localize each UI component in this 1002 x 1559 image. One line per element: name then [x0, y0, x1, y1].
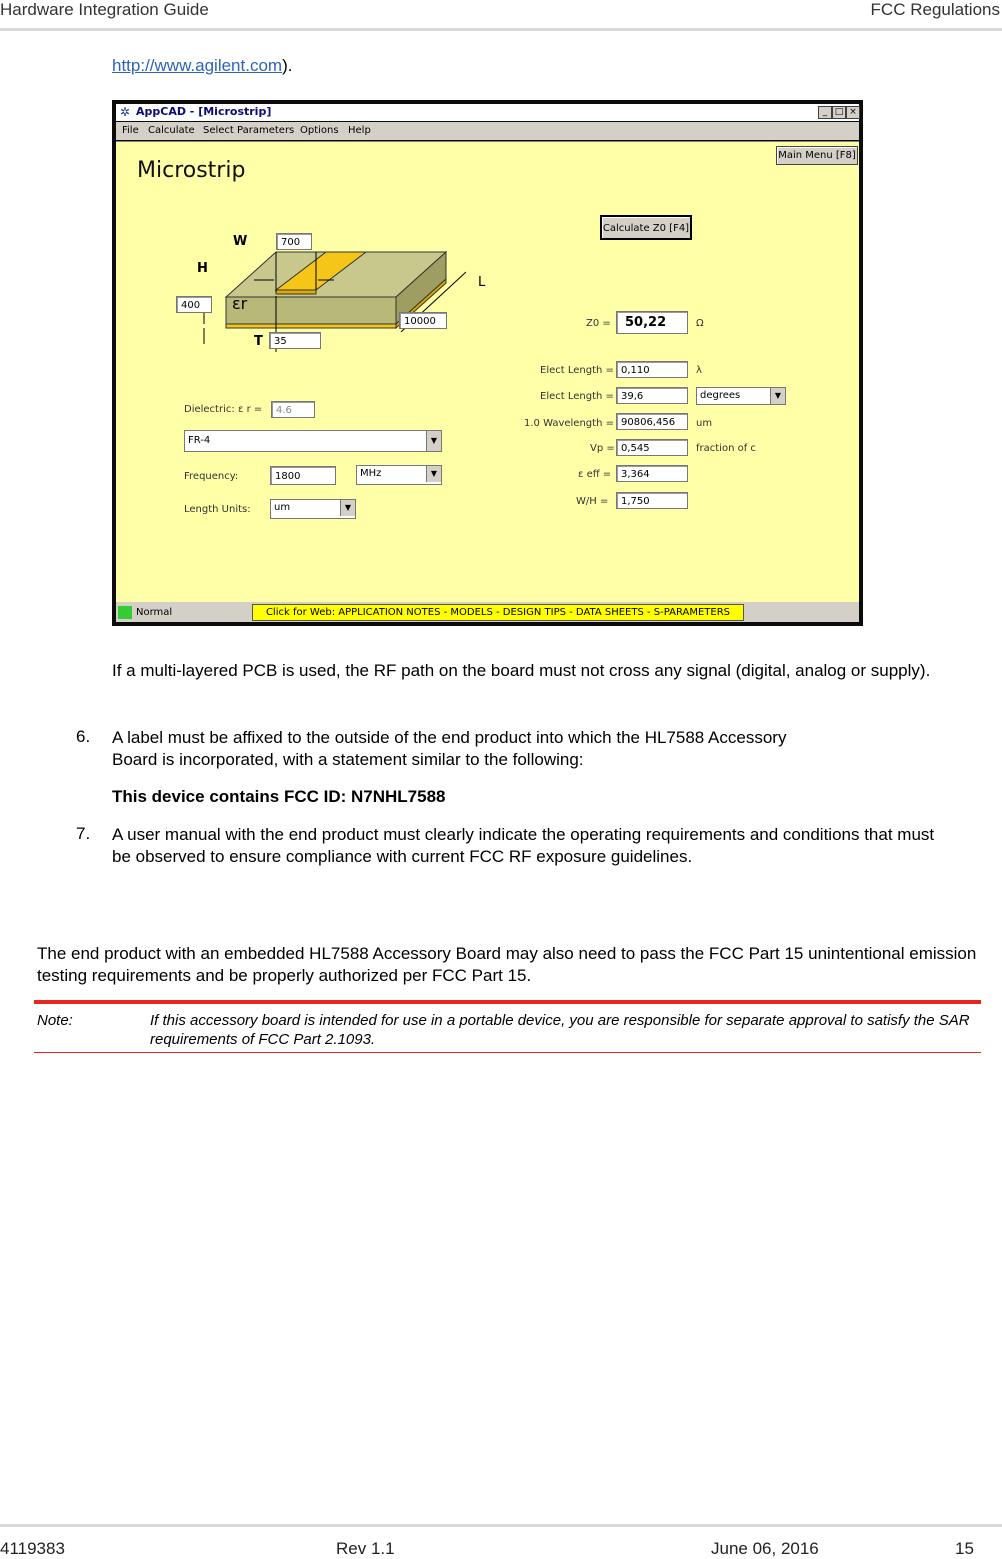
calculate-z0-button[interactable]: Calculate Z0 [F4] [600, 215, 692, 240]
frequency-unit-value: MHz [360, 468, 382, 479]
t-label: T [254, 334, 263, 349]
substrate-front [226, 297, 396, 324]
footer-date: June 06, 2016 [711, 1539, 819, 1558]
appcad-window [112, 100, 863, 626]
main-menu-button[interactable]: Main Menu [F8] [776, 146, 858, 165]
t-input[interactable]: 35 [269, 332, 321, 349]
eeff-label: ε eff = [578, 469, 612, 480]
dielectric-select[interactable] [184, 430, 442, 452]
er-input[interactable]: 4.6 [271, 401, 315, 418]
er-diagram-label: εr [232, 294, 248, 313]
ground-plane [226, 324, 396, 328]
vp-unit: fraction of c [696, 443, 756, 454]
item7-text: A user manual with the end product must clearly indicate the operating requirements and conditions that must be observed to ensure compliance with current FCC RF exposure guidelines. [112, 825, 935, 866]
intro-line [112, 56, 292, 76]
menu-calculate[interactable]: Calculate [148, 125, 195, 136]
note-label: Note: [37, 1012, 73, 1029]
fcc-id-statement: This device contains FCC ID: N7NHL7588 [112, 787, 446, 806]
note-bottom-rule [34, 1052, 981, 1053]
frequency-input[interactable]: 1800 [270, 466, 336, 485]
menu-help[interactable]: Help [348, 125, 371, 136]
link-suffix: ). [282, 56, 293, 75]
wavelength-unit: um [696, 418, 713, 429]
appcad-client-area [116, 141, 859, 602]
chevron-down-icon[interactable]: ▼ [770, 388, 785, 404]
z0-unit: Ω [696, 318, 704, 329]
wh-value: 1,750 [616, 492, 688, 509]
item6-line2: Board is incorporated, with a statement similar to the following: [112, 750, 584, 769]
footer-rule [0, 1524, 1002, 1527]
z0-value: 50,22 [616, 311, 688, 334]
er-field-label: ε r = [238, 404, 263, 415]
minimize-icon[interactable]: _ [818, 106, 832, 119]
l-input[interactable]: 10000 [399, 312, 447, 329]
z0-label: Z0 = [586, 318, 611, 329]
appcad-statusbar [116, 602, 859, 622]
end-product-paragraph: The end product with an embedded HL7588 Accessory Board may also need to pass the FCC Part 15 unintentional emission testing requirements and be properly authorized per FCC Part 15. [37, 944, 977, 985]
length-units-select[interactable] [270, 499, 356, 519]
eeff-value: 3,364 [616, 465, 688, 482]
elect-length-lambda-unit: λ [696, 365, 702, 376]
item6-number: 6. [76, 727, 91, 746]
item7-number: 7. [76, 824, 91, 843]
wavelength-label: 1.0 Wavelength = [524, 418, 614, 429]
chevron-down-icon[interactable]: ▼ [340, 500, 355, 516]
elect-length-deg-label: Elect Length = [540, 391, 614, 402]
elect-length-unit-select[interactable] [696, 387, 786, 405]
web-banner[interactable]: Click for Web: APPLICATION NOTES - MODELS - DESIGN TIPS - DATA SHEETS - S-PARAMETERS [252, 604, 744, 621]
appcad-app-icon: ✲ [120, 105, 131, 119]
frequency-label: Frequency: [184, 471, 239, 482]
appcad-menubar [116, 122, 859, 140]
close-icon[interactable]: × [846, 106, 860, 119]
vp-value: 0,545 [616, 439, 688, 456]
agilent-link[interactable]: http://www.agilent.com [112, 56, 283, 75]
chevron-down-icon[interactable]: ▼ [426, 431, 441, 451]
status-mode: Normal [136, 607, 173, 618]
elect-length-lambda-value: 0,110 [616, 361, 688, 378]
vp-label: Vp = [590, 443, 615, 454]
maximize-icon[interactable]: □ [832, 106, 846, 119]
header-rule [0, 28, 1002, 31]
appcad-title: AppCAD - [Microstrip] [136, 105, 272, 118]
item6-line1: A label must be affixed to the outside of the end product into which the HL7588 Accessory [112, 728, 787, 747]
elect-length-unit-value: degrees [700, 390, 741, 401]
elect-length-lambda-label: Elect Length = [540, 365, 614, 376]
wh-label: W/H = [576, 496, 609, 507]
footer-doc-number: 4119383 [0, 1539, 65, 1558]
pcb-paragraph: If a multi-layered PCB is used, the RF path on the board must not cross any signal (digital, analog or supply). [112, 661, 931, 680]
wavelength-value: 90806,456 [616, 413, 688, 430]
menu-select-parameters[interactable]: Select Parameters [203, 125, 295, 136]
menu-file[interactable]: File [122, 125, 139, 136]
appcad-titlebar [116, 104, 859, 121]
w-label: W [233, 234, 248, 249]
footer-revision: Rev 1.1 [336, 1539, 395, 1558]
h-input[interactable]: 400 [176, 296, 212, 313]
h-label: H [197, 261, 208, 276]
elect-length-deg-value: 39,6 [616, 387, 688, 404]
strip-front [276, 290, 316, 294]
note-top-rule [34, 1000, 981, 1004]
header-section: FCC Regulations [870, 0, 1000, 19]
chevron-down-icon[interactable]: ▼ [426, 466, 441, 482]
l-label: L [478, 275, 486, 290]
w-input[interactable]: 700 [276, 233, 312, 250]
frequency-unit-select[interactable] [356, 465, 442, 485]
dielectric-label: Dielectric: [184, 404, 235, 415]
header-title: Hardware Integration Guide [0, 0, 209, 19]
dielectric-value: FR-4 [188, 435, 211, 446]
status-indicator [118, 606, 132, 619]
microstrip-diagram [176, 212, 496, 362]
menu-options[interactable]: Options [300, 125, 339, 136]
length-units-label: Length Units: [184, 504, 251, 515]
microstrip-heading: Microstrip [137, 158, 246, 183]
length-units-value: um [274, 502, 291, 513]
note-text: If this accessory board is intended for use in a portable device, you are responsible for separate approval to satisfy the SAR requirements of FCC Part 2.1093. [150, 1012, 970, 1048]
footer-page-number: 15 [955, 1539, 974, 1558]
item6-text [112, 727, 972, 771]
